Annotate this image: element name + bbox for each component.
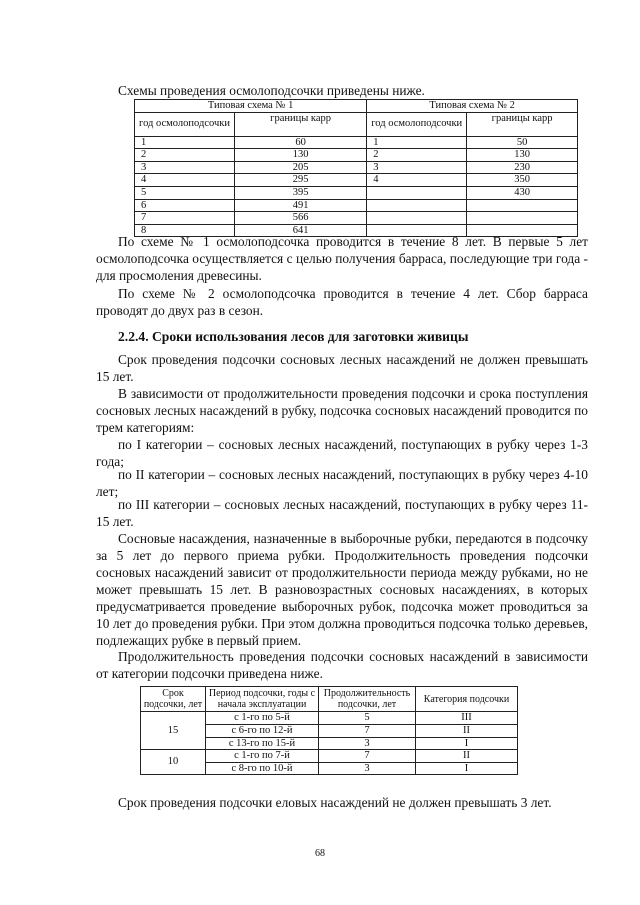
table-row <box>135 174 578 187</box>
header-term: Срок подсочки, лет <box>141 687 206 712</box>
period-cell: с 8-го по 10-й <box>206 762 319 775</box>
scheme2-col-year: год осмолоподсочки <box>367 112 467 136</box>
scheme2-border-cell: 230 <box>467 161 578 174</box>
category-cell: II <box>416 725 518 738</box>
table-row <box>141 712 518 725</box>
table-row <box>135 136 578 149</box>
header-duration: Продолжительность подсочки, лет <box>319 687 416 712</box>
intro-text: Схемы проведения осмолоподсочки приведены ниже. <box>118 83 425 98</box>
period-cell: с 1-го по 5-й <box>206 712 319 725</box>
table-row <box>135 186 578 199</box>
table-row <box>141 750 518 763</box>
duration-cell: 3 <box>319 762 416 775</box>
period-cell: с 1-го по 7-й <box>206 750 319 763</box>
scheme1-year-cell: 6 <box>135 199 235 212</box>
scheme2-year-cell: 3 <box>367 161 467 174</box>
duration-cell: 7 <box>319 725 416 738</box>
category-cell: III <box>416 712 518 725</box>
scheme2-year-cell <box>367 186 467 199</box>
scheme2-border-cell: 350 <box>467 174 578 187</box>
duration-cell: 5 <box>319 712 416 725</box>
scheme1-year-cell: 2 <box>135 149 235 162</box>
scheme2-title: Типовая схема № 2 <box>367 100 578 113</box>
scheme1-border-cell: 641 <box>235 224 367 237</box>
scheme2-border-cell: 50 <box>467 136 578 149</box>
para-spruce: Срок проведения подсочки еловых насаждений не должен превышать 3 лет. <box>118 795 552 810</box>
scheme1-border-cell: 205 <box>235 161 367 174</box>
category-3: по III категории – сосновых лесных насаждений, поступающих в рубку через 11-15 лет. <box>96 497 588 529</box>
category-cell: I <box>416 762 518 775</box>
para-scheme1: По схеме № 1 осмолоподсочка проводится в течение 8 лет. В первые 5 лет осмолоподсочка осуществляется с целью получения барраса, последующие три года - для просмоления древесины. <box>96 234 588 283</box>
scheme2-year-cell <box>367 199 467 212</box>
scheme1-year-cell: 1 <box>135 136 235 149</box>
period-cell: с 13-го по 15-й <box>206 737 319 750</box>
category-cell: I <box>416 737 518 750</box>
scheme1-col-year: год осмолоподсочки <box>135 112 235 136</box>
scheme1-title: Типовая схема № 1 <box>135 100 367 113</box>
header-period: Период подсочки, годы с начала эксплуатации <box>206 687 319 712</box>
term-cell: 15 <box>141 712 206 750</box>
table-row <box>135 199 578 212</box>
scheme1-border-cell: 395 <box>235 186 367 199</box>
scheme2-border-cell: 430 <box>467 186 578 199</box>
period-cell: с 6-го по 12-й <box>206 725 319 738</box>
table-row <box>135 161 578 174</box>
scheme2-border-cell: 130 <box>467 149 578 162</box>
scheme2-year-cell: 1 <box>367 136 467 149</box>
para-selective: Сосновые насаждения, назначенные в выборочные рубки, передаются в подсочку за 5 лет до первого приема рубки. Продолжительность проведения подсочки сосновых насаждений зависит от продолжительности периода между рубками, но не может превышать 15 лет. В разновозрастных сосновых насаждениях, в которых предусматривается проведение выборочных рубок, подсочка может проводиться за 10 лет до проведения рубки. При этом должна проводиться подсочка только деревьев, подлежащих рубке в первый прием. <box>96 531 588 648</box>
scheme1-year-cell: 7 <box>135 212 235 225</box>
scheme2-col-border: границы карр <box>467 112 578 136</box>
page-number: 68 <box>315 848 325 859</box>
scheme1-border-cell: 566 <box>235 212 367 225</box>
scheme1-border-cell: 60 <box>235 136 367 149</box>
category-table <box>140 686 518 775</box>
scheme1-year-cell: 8 <box>135 224 235 237</box>
scheme1-border-cell: 130 <box>235 149 367 162</box>
duration-cell: 7 <box>319 750 416 763</box>
scheme1-year-cell: 4 <box>135 174 235 187</box>
scheme2-border-cell <box>467 199 578 212</box>
table-row <box>135 149 578 162</box>
scheme1-year-cell: 3 <box>135 161 235 174</box>
category-1: по I категории – сосновых лесных насаждений, поступающих в рубку через 1-3 года; <box>96 437 588 469</box>
header-category: Категория подсочки <box>416 687 518 712</box>
category-2: по II категории – сосновых лесных насаждений, поступающих в рубку через 4-10 лет; <box>96 467 588 499</box>
para-scheme2: По схеме № 2 осмолоподсочка проводится в течение 4 лет. Сбор барраса проводят до двух раз в сезон. <box>96 286 588 318</box>
duration-cell: 3 <box>319 737 416 750</box>
para-depending: В зависимости от продолжительности проведения подсочки и срока поступления сосновых лесных насаждений в рубку, подсочка сосновых насаждений проводится по трем категориям: <box>96 386 588 435</box>
schemes-table <box>134 99 578 237</box>
scheme1-year-cell: 5 <box>135 186 235 199</box>
table-row <box>135 212 578 225</box>
scheme2-year-cell: 4 <box>367 174 467 187</box>
scheme2-year-cell <box>367 212 467 225</box>
para-term: Срок проведения подсочки сосновых лесных насаждений не должен превышать 15 лет. <box>96 352 588 384</box>
para-duration: Продолжительность проведения подсочки сосновых насаждений в зависимости от категории подсочки приведена ниже. <box>96 649 588 681</box>
section-heading: 2.2.4. Сроки использования лесов для заготовки живицы <box>118 329 469 344</box>
scheme2-border-cell <box>467 212 578 225</box>
scheme2-year-cell: 2 <box>367 149 467 162</box>
scheme1-border-cell: 295 <box>235 174 367 187</box>
category-cell: II <box>416 750 518 763</box>
scheme1-col-border: границы карр <box>235 112 367 136</box>
scheme1-border-cell: 491 <box>235 199 367 212</box>
term-cell: 10 <box>141 750 206 775</box>
